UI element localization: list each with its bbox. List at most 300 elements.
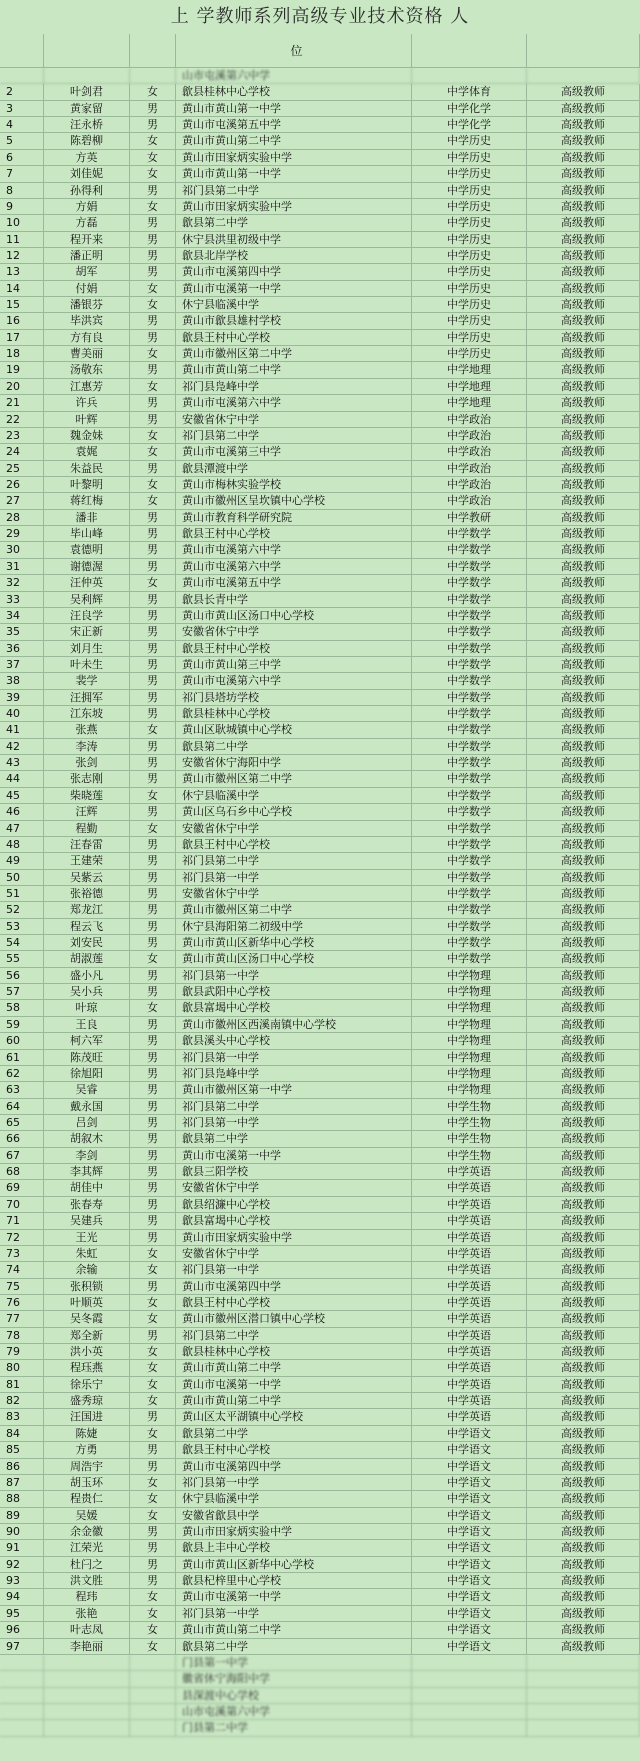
table-cell: 59 <box>0 1017 44 1033</box>
table-cell: 中学政治 <box>412 461 527 477</box>
table-cell: 洪小英 <box>44 1344 130 1360</box>
table-cell: 女 <box>130 477 176 493</box>
table-cell: 门县第二中学 <box>176 1720 412 1736</box>
table-row <box>0 1000 640 1016</box>
table-cell: 中学历史 <box>412 281 527 297</box>
table-cell: 杜闩之 <box>44 1557 130 1573</box>
table-row <box>0 232 640 248</box>
table-cell: 中学语文 <box>412 1557 527 1573</box>
table-cell: 黄山市屯溪第六中学 <box>176 395 412 411</box>
table-row <box>0 510 640 526</box>
table-cell: 休宁县临溪中学 <box>176 1491 412 1507</box>
table-cell: 江东坡 <box>44 706 130 722</box>
table-cell: 女 <box>130 1377 176 1393</box>
table-cell: 高级教师 <box>527 1279 640 1295</box>
table-cell: 中学历史 <box>412 150 527 166</box>
table-cell: 中学英语 <box>412 1409 527 1425</box>
table-cell <box>412 68 527 84</box>
table-row <box>0 1360 640 1376</box>
table-cell: 朱益民 <box>44 461 130 477</box>
table-row <box>0 641 640 657</box>
table-row <box>0 1311 640 1327</box>
table-cell: 女 <box>130 1262 176 1278</box>
table-row <box>0 1262 640 1278</box>
table-cell: 26 <box>0 477 44 493</box>
table-cell: 安徽省休宁海阳中学 <box>176 755 412 771</box>
table-cell: 叶辉 <box>44 412 130 428</box>
table-cell: 中学英语 <box>412 1360 527 1376</box>
table-cell: 3 <box>0 101 44 117</box>
table-cell: 歙县上丰中心学校 <box>176 1540 412 1556</box>
table-row <box>0 1442 640 1458</box>
table-cell: 60 <box>0 1033 44 1049</box>
table-cell: 潘银芬 <box>44 297 130 313</box>
table-cell: 33 <box>0 592 44 608</box>
table-cell: 中学数学 <box>412 526 527 542</box>
table-cell: 29 <box>0 526 44 542</box>
table-cell: 中学生物 <box>412 1115 527 1131</box>
table-cell: 汪辉 <box>44 804 130 820</box>
table-cell: 黄山市徽州区潜口镇中心学校 <box>176 1311 412 1327</box>
table-cell: 中学数学 <box>412 575 527 591</box>
table-cell: 高级教师 <box>527 804 640 820</box>
table-row <box>0 395 640 411</box>
table-cell <box>0 1704 44 1720</box>
table-cell: 黄山市黄山第二中学 <box>176 1393 412 1409</box>
table-cell: 中学历史 <box>412 199 527 215</box>
table-cell: 中学地理 <box>412 362 527 378</box>
table-cell: 胡淑莲 <box>44 951 130 967</box>
table-cell: 黄山区耿城镇中心学校 <box>176 722 412 738</box>
table-cell: 程珏燕 <box>44 1360 130 1376</box>
table-cell: 黄山市屯溪第一中学 <box>176 281 412 297</box>
table-cell: 64 <box>0 1099 44 1115</box>
table-cell: 歙县武阳中心学校 <box>176 984 412 1000</box>
table-cell: 男 <box>130 886 176 902</box>
table-cell: 男 <box>130 412 176 428</box>
table-row <box>0 526 640 542</box>
table-cell: 中学数学 <box>412 657 527 673</box>
table-cell: 中学英语 <box>412 1262 527 1278</box>
table-row <box>0 1033 640 1049</box>
table-cell: 男 <box>130 1099 176 1115</box>
table-cell: 23 <box>0 428 44 444</box>
table-cell: 14 <box>0 281 44 297</box>
table-cell: 魏金妹 <box>44 428 130 444</box>
table-cell: 27 <box>0 493 44 509</box>
table-row <box>0 215 640 231</box>
table-cell: 中学语文 <box>412 1540 527 1556</box>
table-cell <box>44 1720 130 1736</box>
table-cell: 女 <box>130 1606 176 1622</box>
table-cell: 高级教师 <box>527 1393 640 1409</box>
table-row <box>0 1671 640 1687</box>
table-row <box>0 379 640 395</box>
table-cell: 祁门县凫峰中学 <box>176 1066 412 1082</box>
table-cell: 黄山市屯溪第四中学 <box>176 1279 412 1295</box>
table-cell: 柴晓莲 <box>44 788 130 804</box>
table-cell: 中学语文 <box>412 1589 527 1605</box>
table-cell: 歙县溪头中心学校 <box>176 1033 412 1049</box>
table-cell: 10 <box>0 215 44 231</box>
table-cell: 中学数学 <box>412 690 527 706</box>
table-cell: 歙县桂林中心学校 <box>176 84 412 100</box>
table-cell: 92 <box>0 1557 44 1573</box>
table-row <box>0 542 640 558</box>
table-cell: 高级教师 <box>527 84 640 100</box>
table-cell: 叶黎明 <box>44 477 130 493</box>
table-cell: 山市屯溪第六中学 <box>176 68 412 84</box>
table-cell: 休宁县洪里初级中学 <box>176 232 412 248</box>
table-cell: 张志刚 <box>44 771 130 787</box>
table-cell: 高级教师 <box>527 771 640 787</box>
table-row <box>0 183 640 199</box>
table-row <box>0 1475 640 1491</box>
table-cell: 高级教师 <box>527 395 640 411</box>
table-cell: 谢德渥 <box>44 559 130 575</box>
table-cell: 97 <box>0 1639 44 1655</box>
table-cell: 张剑 <box>44 755 130 771</box>
table-row <box>0 1557 640 1573</box>
table-cell: 男 <box>130 870 176 886</box>
table-row <box>0 608 640 624</box>
table-cell: 汪春雷 <box>44 837 130 853</box>
table-cell: 高级教师 <box>527 248 640 264</box>
table-cell <box>0 1688 44 1704</box>
table-cell: 高级教师 <box>527 362 640 378</box>
table-cell: 中学历史 <box>412 232 527 248</box>
table-cell: 中学物理 <box>412 1017 527 1033</box>
table-row <box>0 755 640 771</box>
table-cell: 中学语文 <box>412 1491 527 1507</box>
table-cell: 87 <box>0 1475 44 1491</box>
table-cell: 安徽省歙县中学 <box>176 1508 412 1524</box>
table-cell: 高级教师 <box>527 1524 640 1540</box>
table-cell: 51 <box>0 886 44 902</box>
table-cell: 2 <box>0 84 44 100</box>
table-cell: 中学语文 <box>412 1459 527 1475</box>
table-cell: 歙县桂林中心学校 <box>176 1344 412 1360</box>
table-cell: 中学数学 <box>412 951 527 967</box>
table-row <box>0 133 640 149</box>
table-cell: 中学数学 <box>412 919 527 935</box>
table-cell <box>527 68 640 84</box>
table-cell: 毕山峰 <box>44 526 130 542</box>
table-cell: 汪国进 <box>44 1409 130 1425</box>
table-cell: 女 <box>130 493 176 509</box>
table-cell: 36 <box>0 641 44 657</box>
table-cell: 高级教师 <box>527 1459 640 1475</box>
table-cell: 门县第一中学 <box>176 1655 412 1671</box>
table-cell: 28 <box>0 510 44 526</box>
table-cell: 黄山市黄山第二中学 <box>176 362 412 378</box>
table-row <box>0 150 640 166</box>
table-cell: 高级教师 <box>527 1409 640 1425</box>
table-cell: 女 <box>130 150 176 166</box>
table-cell: 孙得利 <box>44 183 130 199</box>
table-cell: 裴学 <box>44 673 130 689</box>
table-cell: 53 <box>0 919 44 935</box>
table-cell: 中学数学 <box>412 739 527 755</box>
table-cell: 男 <box>130 624 176 640</box>
table-cell: 吴紫云 <box>44 870 130 886</box>
table-cell: 程玮 <box>44 1589 130 1605</box>
table-cell: 高级教师 <box>527 1475 640 1491</box>
table-cell <box>412 1704 527 1720</box>
table-row <box>0 493 640 509</box>
table-cell: 祁门县第一中学 <box>176 1050 412 1066</box>
table-cell: 15 <box>0 297 44 313</box>
table-cell: 安徽省休宁中学 <box>176 1246 412 1262</box>
table-cell: 曹美丽 <box>44 346 130 362</box>
table-cell: 高级教师 <box>527 1262 640 1278</box>
table-cell: 44 <box>0 771 44 787</box>
table-cell: 高级教师 <box>527 428 640 444</box>
table-cell: 高级教师 <box>527 1442 640 1458</box>
table-cell: 75 <box>0 1279 44 1295</box>
table-cell: 高级教师 <box>527 739 640 755</box>
table-row <box>0 1344 640 1360</box>
table-cell <box>44 68 130 84</box>
table-cell: 16 <box>0 313 44 329</box>
table-cell: 叶剑君 <box>44 84 130 100</box>
table-row <box>0 412 640 428</box>
table-cell: 18 <box>0 346 44 362</box>
table-cell: 77 <box>0 1311 44 1327</box>
table-cell: 黄山市徽州区第一中学 <box>176 1082 412 1098</box>
table-cell: 祁门县第一中学 <box>176 1262 412 1278</box>
table-cell: 黄山区太平湖镇中心学校 <box>176 1409 412 1425</box>
table-row <box>0 1050 640 1066</box>
table-cell: 中学物理 <box>412 1050 527 1066</box>
table-cell <box>527 1704 640 1720</box>
table-cell: 62 <box>0 1066 44 1082</box>
table-cell: 休宁县海阳第二初级中学 <box>176 919 412 935</box>
table-cell: 中学语文 <box>412 1426 527 1442</box>
table-cell <box>412 1688 527 1704</box>
table-cell: 高级教师 <box>527 1148 640 1164</box>
table-cell <box>412 1655 527 1671</box>
table-cell: 男 <box>130 1328 176 1344</box>
table-cell <box>0 68 44 84</box>
table-row <box>0 673 640 689</box>
table-cell: 黄山市屯溪第六中学 <box>176 542 412 558</box>
table-row <box>0 101 640 117</box>
table-cell: 高级教师 <box>527 133 640 149</box>
table-cell: 中学物理 <box>412 984 527 1000</box>
table-cell: 男 <box>130 902 176 918</box>
table-row <box>0 68 640 84</box>
table-cell: 94 <box>0 1589 44 1605</box>
table-cell: 男 <box>130 641 176 657</box>
table-cell: 方有良 <box>44 330 130 346</box>
table-cell: 胡玉环 <box>44 1475 130 1491</box>
table-cell: 高级教师 <box>527 1639 640 1655</box>
table-cell: 祁门县第一中学 <box>176 1475 412 1491</box>
table-cell: 中学生物 <box>412 1099 527 1115</box>
table-cell: 刘佳妮 <box>44 166 130 182</box>
table-cell: 中学历史 <box>412 215 527 231</box>
page-title: 上 学教师系列高级专业技术资格 人 <box>170 6 470 27</box>
table-cell: 歙县第二中学 <box>176 1639 412 1655</box>
table-cell <box>0 1720 44 1736</box>
table-cell: 25 <box>0 461 44 477</box>
table-row <box>0 330 640 346</box>
table-row <box>0 117 640 133</box>
table-cell: 女 <box>130 444 176 460</box>
table-cell: 高级教师 <box>527 281 640 297</box>
table-cell: 73 <box>0 1246 44 1262</box>
table-cell: 高级教师 <box>527 1622 640 1638</box>
table-cell: 男 <box>130 101 176 117</box>
table-row <box>0 362 640 378</box>
table-cell: 黄山市黄山区汤口中心学校 <box>176 951 412 967</box>
table-cell: 祁门县塔坊学校 <box>176 690 412 706</box>
table-row <box>0 1459 640 1475</box>
table-cell: 男 <box>130 117 176 133</box>
table-row <box>0 575 640 591</box>
table-cell <box>130 1671 176 1687</box>
table-cell: 汤敬东 <box>44 362 130 378</box>
table-cell: 中学政治 <box>412 412 527 428</box>
table-cell: 中学英语 <box>412 1311 527 1327</box>
table-cell: 中学语文 <box>412 1442 527 1458</box>
table-cell: 男 <box>130 771 176 787</box>
table-cell: 高级教师 <box>527 150 640 166</box>
table-row <box>0 1524 640 1540</box>
table-cell: 袁德明 <box>44 542 130 558</box>
table-cell: 黄山市屯溪第四中学 <box>176 1459 412 1475</box>
table-cell: 祁门县第二中学 <box>176 183 412 199</box>
table-cell: 高级教师 <box>527 330 640 346</box>
table-cell: 汪良学 <box>44 608 130 624</box>
table-cell: 女 <box>130 379 176 395</box>
table-cell: 方勇 <box>44 1442 130 1458</box>
table-cell: 中学数学 <box>412 935 527 951</box>
table-cell: 男 <box>130 1017 176 1033</box>
table-cell: 中学化学 <box>412 117 527 133</box>
table-row <box>0 1213 640 1229</box>
table-cell: 19 <box>0 362 44 378</box>
table-cell: 陈碧柳 <box>44 133 130 149</box>
table-cell: 黄山市徽州区第二中学 <box>176 346 412 362</box>
table-cell: 许兵 <box>44 395 130 411</box>
table-cell: 高级教师 <box>527 1508 640 1524</box>
table-cell: 休宁县临溪中学 <box>176 297 412 313</box>
table-cell <box>44 1655 130 1671</box>
table-cell <box>527 1671 640 1687</box>
table-cell: 高级教师 <box>527 657 640 673</box>
table-cell: 歙县第二中学 <box>176 1131 412 1147</box>
table-cell: 方娟 <box>44 199 130 215</box>
table-cell: 袁娓 <box>44 444 130 460</box>
table-cell: 中学英语 <box>412 1279 527 1295</box>
table-row <box>0 444 640 460</box>
header-col-3 <box>130 34 176 68</box>
table-cell: 中学历史 <box>412 297 527 313</box>
table-cell: 61 <box>0 1050 44 1066</box>
table-cell: 黄山市黄山第一中学 <box>176 101 412 117</box>
table-cell: 歙县王村中心学校 <box>176 837 412 853</box>
table-row <box>0 1197 640 1213</box>
table-row <box>0 951 640 967</box>
table-cell: 6 <box>0 150 44 166</box>
table-row <box>0 592 640 608</box>
table-cell: 8 <box>0 183 44 199</box>
table-cell: 叶志凤 <box>44 1622 130 1638</box>
table-cell: 高级教师 <box>527 984 640 1000</box>
table-cell: 高级教师 <box>527 1589 640 1605</box>
table-cell: 中学英语 <box>412 1393 527 1409</box>
table-cell: 潘非 <box>44 510 130 526</box>
table-cell: 男 <box>130 1180 176 1196</box>
table-cell: 高级教师 <box>527 1197 640 1213</box>
table-cell: 汪仲英 <box>44 575 130 591</box>
table-cell <box>44 1671 130 1687</box>
table-cell: 女 <box>130 1426 176 1442</box>
table-cell: 46 <box>0 804 44 820</box>
table-cell: 57 <box>0 984 44 1000</box>
table-row <box>0 1720 640 1736</box>
table-cell: 男 <box>130 1279 176 1295</box>
table-cell: 女 <box>130 166 176 182</box>
table-cell: 余输 <box>44 1262 130 1278</box>
table-cell: 汪拥军 <box>44 690 130 706</box>
table-row <box>0 919 640 935</box>
table-row <box>0 248 640 264</box>
table-cell: 42 <box>0 739 44 755</box>
table-body <box>0 68 640 1737</box>
table-cell: 女 <box>130 428 176 444</box>
table-cell: 中学数学 <box>412 837 527 853</box>
table-cell: 中学数学 <box>412 771 527 787</box>
table-cell: 休宁县临溪中学 <box>176 788 412 804</box>
table-cell: 安徽省休宁中学 <box>176 821 412 837</box>
table-row <box>0 1148 640 1164</box>
table-cell: 高级教师 <box>527 1115 640 1131</box>
table-cell: 中学数学 <box>412 608 527 624</box>
table-cell: 程勤 <box>44 821 130 837</box>
table-cell: 男 <box>130 232 176 248</box>
table-cell: 女 <box>130 821 176 837</box>
table-cell: 4 <box>0 117 44 133</box>
table-cell: 男 <box>130 362 176 378</box>
table-cell: 男 <box>130 935 176 951</box>
table-cell: 90 <box>0 1524 44 1540</box>
table-cell: 男 <box>130 1131 176 1147</box>
table-cell: 高级教师 <box>527 853 640 869</box>
table-cell: 黄山市屯溪第一中学 <box>176 1589 412 1605</box>
table-cell: 高级教师 <box>527 1099 640 1115</box>
table-cell <box>44 1688 130 1704</box>
table-cell: 中学历史 <box>412 313 527 329</box>
table-cell: 男 <box>130 1050 176 1066</box>
table-cell: 54 <box>0 935 44 951</box>
table-cell: 86 <box>0 1459 44 1475</box>
table-cell: 中学数学 <box>412 788 527 804</box>
table-cell: 盛秀琼 <box>44 1393 130 1409</box>
table-cell: 82 <box>0 1393 44 1409</box>
table-row <box>0 1279 640 1295</box>
table-cell: 高级教师 <box>527 886 640 902</box>
table-cell: 70 <box>0 1197 44 1213</box>
table-cell: 女 <box>130 281 176 297</box>
table-cell: 黄山市田家炳实验中学 <box>176 1524 412 1540</box>
table-cell: 中学历史 <box>412 264 527 280</box>
table-cell: 黄山市屯溪第五中学 <box>176 117 412 133</box>
table-row <box>0 1017 640 1033</box>
table-cell: 男 <box>130 559 176 575</box>
